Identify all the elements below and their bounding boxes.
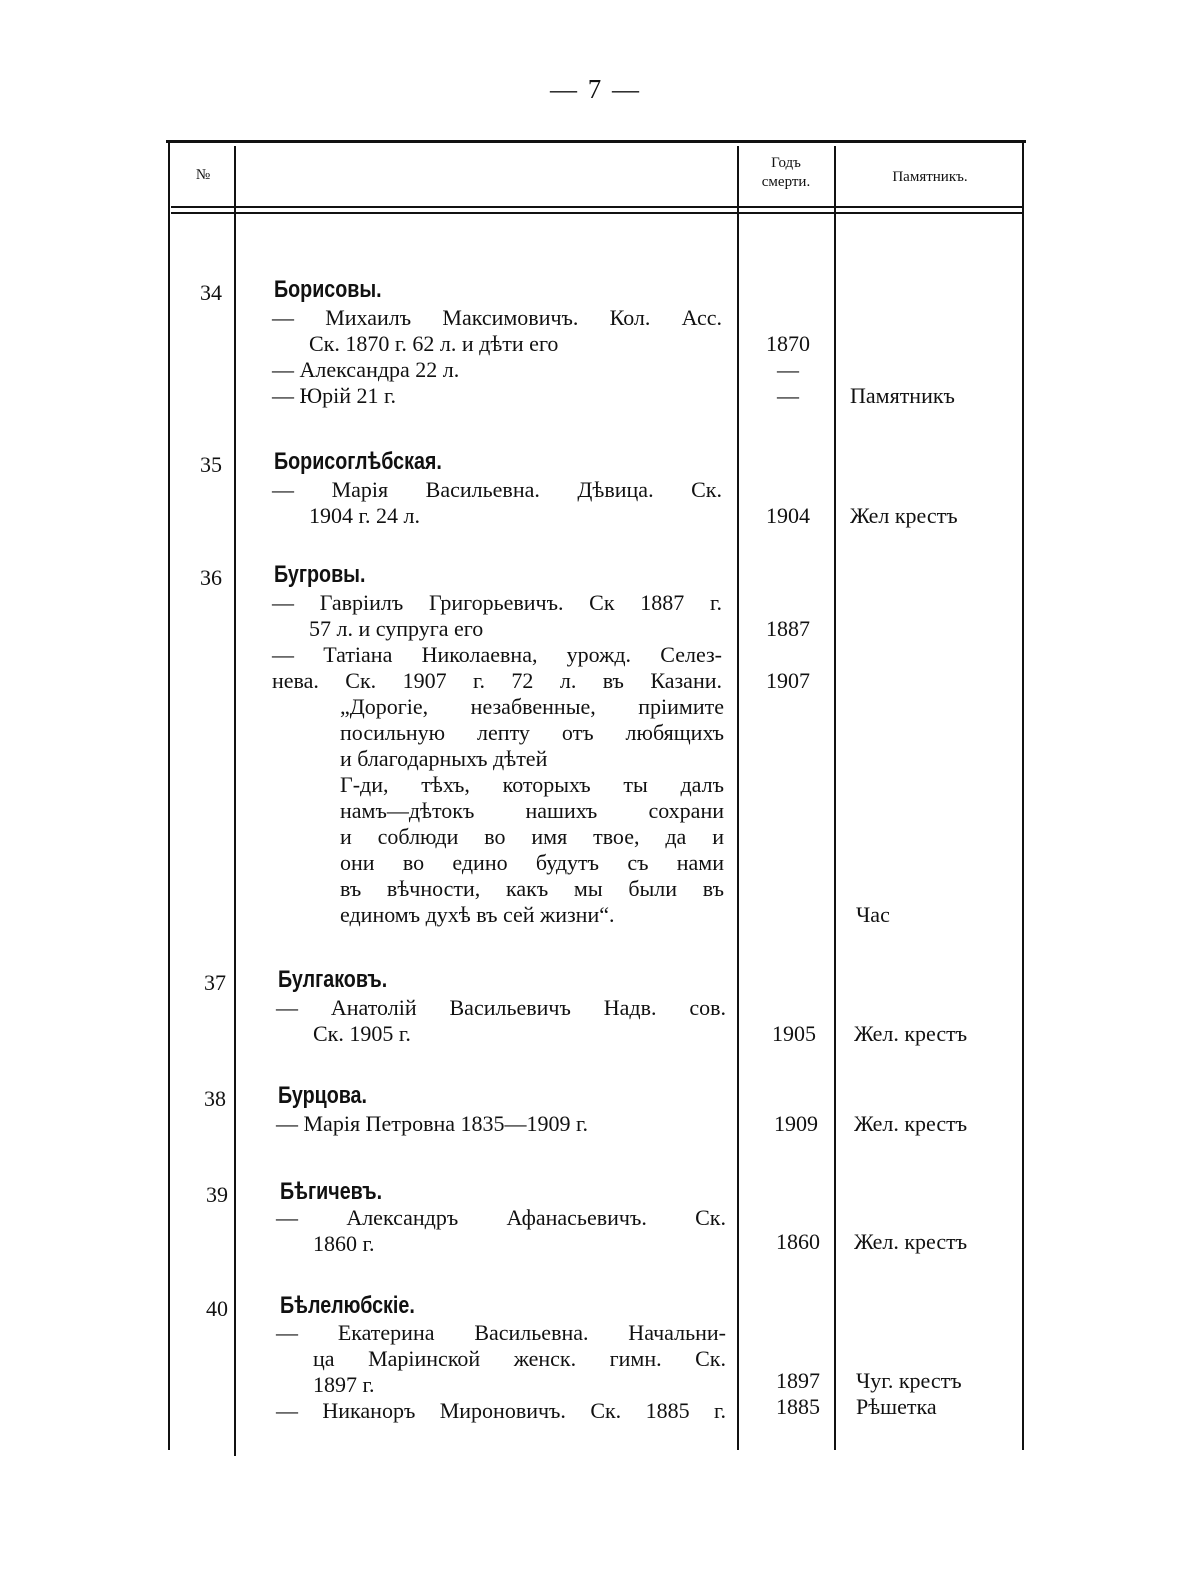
monument: Жел. крестъ [854, 1229, 968, 1254]
death-year: — [777, 357, 799, 382]
quote-line: посильную лепту отъ любящихъ [340, 720, 724, 745]
family-name: Булгаковъ. [278, 966, 388, 993]
family-name: Борисовы. [274, 276, 382, 303]
entry-line: — Никаноръ Мироновичъ. Ск. 1885 г. [276, 1398, 726, 1423]
entry-text [272, 305, 722, 409]
entry-line: Ск. 1870 г. 62 л. и дѣти его [309, 331, 559, 356]
entry-line: — Михаилъ Максимовичъ. Кол. Асс. [272, 305, 722, 330]
entry-line: — Марія Петровна 1835—1909 г. [276, 1111, 589, 1136]
entry-number: 37 [204, 970, 226, 995]
death-year: 1904 [766, 503, 810, 528]
entry-line: — Гавріилъ Григорьевичъ. Ск 1887 г. [272, 590, 722, 615]
monument: Час [856, 902, 890, 927]
entry-line: — Александра 22 л. [272, 357, 460, 382]
entry-text [272, 477, 722, 529]
death-year: 1887 [766, 616, 810, 641]
entry-text [276, 1205, 726, 1257]
quote-line: единомъ духѣ въ сей жизни“. [340, 902, 615, 927]
entry-line: нева. Ск. 1907 г. 72 л. въ Казани. [272, 668, 722, 693]
header-rule-1 [171, 206, 1024, 208]
header-rule-2 [171, 212, 1024, 214]
entry-line: ца Маріинской женск. гимн. Ск. [313, 1346, 726, 1371]
header-monument: Памятникъ. [892, 169, 968, 185]
entry-line: — Александръ Афанасьевичъ. Ск. [276, 1205, 726, 1230]
column-divider-name [737, 146, 739, 1450]
column-divider-num [234, 146, 236, 1456]
family-name: Бѣлелюбскіе. [280, 1292, 415, 1319]
entry-line: — Юрій 21 г. [272, 383, 397, 408]
header-year: Годъ смерти. [761, 155, 811, 190]
quote-line: они во едино будутъ съ нами [340, 850, 724, 875]
family-name: Бѣгичевъ. [280, 1178, 383, 1205]
monument: Чуг. крестъ [856, 1368, 962, 1393]
page-number: — 7 — [550, 74, 641, 104]
entry-number: 39 [206, 1182, 228, 1207]
entry-text [276, 995, 726, 1047]
entry-line: — Татіана Николаевна, урожд. Селез- [272, 642, 722, 667]
death-year: 1909 [774, 1111, 818, 1136]
quote-line: въ вѣчности, какъ мы были въ [340, 876, 724, 901]
entry-line: 57 л. и супруга его [309, 616, 484, 641]
table-top-rule [166, 140, 1026, 143]
entry-line: 1897 г. [313, 1372, 375, 1397]
entry-text [276, 1111, 726, 1137]
entry-line: 1904 г. 24 л. [309, 503, 421, 528]
quote-line: намъ—дѣтокъ нашихъ сохрани [340, 798, 724, 823]
family-name: Борисоглѣбская. [274, 448, 442, 475]
family-name: Бугровы. [274, 561, 366, 588]
death-year: 1905 [772, 1021, 816, 1046]
entry-text [276, 1320, 726, 1424]
family-name: Бурцова. [278, 1082, 367, 1109]
death-year: 1860 [776, 1229, 820, 1254]
entry-number: 40 [206, 1296, 228, 1321]
monument: Памятникъ [850, 383, 955, 408]
monument: Жел. крестъ [854, 1021, 968, 1046]
entry-line: — Екатерина Васильевна. Начальни- [276, 1320, 726, 1345]
quote-line: „Дорогіе, незабвенные, пріимите [340, 694, 724, 719]
death-year: 1870 [766, 331, 810, 356]
header-num: № [195, 167, 211, 183]
entry-line: 1860 г. [313, 1231, 375, 1256]
epitaph-quote [340, 694, 724, 928]
monument: Жел. крестъ [854, 1111, 968, 1136]
quote-line: и благодарныхъ дѣтей [340, 746, 548, 771]
entry-number: 34 [200, 280, 222, 305]
monument: Жел крестъ [850, 503, 958, 528]
entry-text [272, 590, 722, 694]
entry-number: 35 [200, 452, 222, 477]
entry-line: Ск. 1905 г. [313, 1021, 411, 1046]
death-year: 1897 [776, 1368, 820, 1393]
column-divider-right-edge [1022, 142, 1024, 1450]
column-divider-left-edge [168, 142, 170, 1450]
death-year: 1885 [776, 1394, 820, 1419]
death-year: 1907 [766, 668, 810, 693]
entry-number: 36 [200, 565, 222, 590]
quote-line: Г-ди, тѣхъ, которыхъ ты далъ [340, 772, 724, 797]
entry-line: — Анатолій Васильевичъ Надв. сов. [276, 995, 726, 1020]
entry-line: — Марія Васильевна. Дѣвица. Ск. [272, 477, 722, 502]
monument: Рѣшетка [856, 1394, 937, 1419]
entry-number: 38 [204, 1086, 226, 1111]
death-year: — [777, 383, 799, 408]
quote-line: и соблюди во имя твое, да и [340, 824, 724, 849]
